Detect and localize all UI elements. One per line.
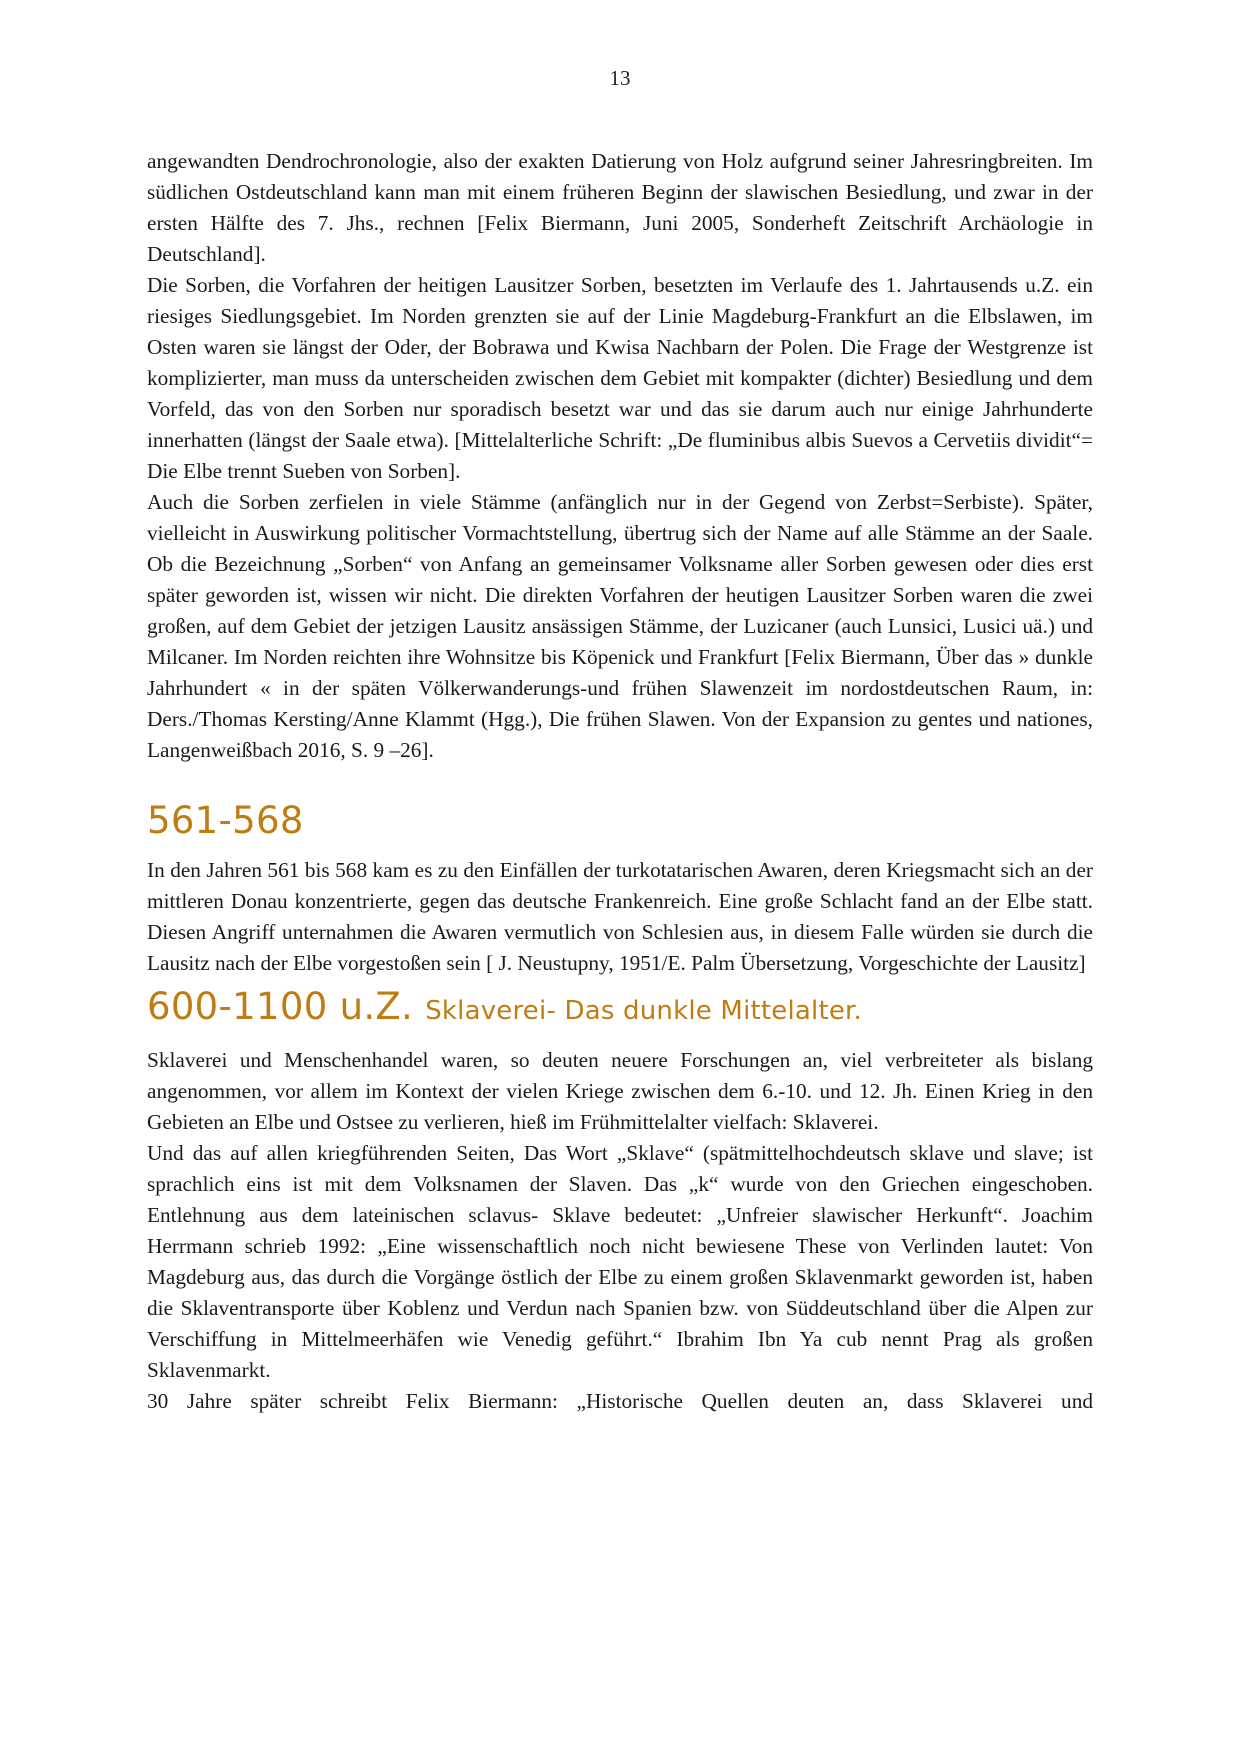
page-number: 13	[609, 66, 631, 90]
paragraph-dendrochronologie: angewandten Dendrochronologie, also der exakten Datierung von Holz aufgrund seiner Jahresringbreiten. Im südlichen Ostdeutschland kann man mit einem früheren Beginn der slawischen Besiedlung, und zwar in der ersten Hälfte des 7. Jhs., rechnen [Felix Biermann, Juni 2005, Sonderheft Zeitschrift Archäologie in Deutschland].	[147, 149, 1093, 266]
paragraph-wort-sklave: Und das auf allen kriegführenden Seiten, Das Wort „Sklave“ (spätmittelhochdeutsch sklave und slave; ist sprachlich eins ist mit dem Volksnamen der Slaven. Das „k“ wurde von den Griechen eingeschoben. Entlehnung aus dem lateinischen sclavus- Sklave bedeutet: „Unfreier slawischer Herkunft“. Joachim Herrmann schrieb 1992: „Eine wissenschaftlich noch nicht bewiesene These von Verlinden lautet: Von Magdeburg aus, das durch die Vorgänge östlich der Elbe zu einem großen Sklavenmarkt geworden ist, haben die Sklaventransporte über Koblenz und Verdun nach Spanien bzw. von Süddeutschland über die Alpen zur Verschiffung in Mittelmeerhäfen wie Venedig geführt.“ Ibrahim Ibn Ya cub nennt Prag als großen Sklavenmarkt.	[147, 1141, 1093, 1382]
section-heading-main: 600-1100 u.Z.	[147, 985, 414, 1028]
section-heading-600-1100	[147, 985, 1093, 1033]
paragraph-biermann: 30 Jahre später schreibt Felix Biermann: „Historische Quellen deuten an, dass Sklaverei und	[147, 1389, 1093, 1413]
paragraph-awaren: In den Jahren 561 bis 568 kam es zu den Einfällen der turkotatarischen Awaren, deren Kriegsmacht sich an der mittleren Donau konzentrierte, gegen das deutsche Frankenreich. Eine große Schlacht fand an der Elbe statt. Diesen Angriff unternahmen die Awaren vermutlich von Schlesien aus, in diesem Falle würden sie durch die Lausitz nach der Elbe vorgestoßen sein [ J. Neustupny, 1951/E. Palm Übersetzung, Vorgeschichte der Lausitz]	[147, 858, 1093, 975]
page-content	[147, 146, 1093, 1417]
section-heading-sub: Sklaverei- Das dunkle Mittelalter.	[425, 996, 863, 1026]
paragraph-sorben-staemme: Auch die Sorben zerfielen in viele Stämme (anfänglich nur in der Gegend von Zerbst=Serbiste). Später, vielleicht in Auswirkung politischer Vormachtstellung, übertrug sich der Name auf alle Stämme an der Saale. Ob die Bezeichnung „Sorben“ von Anfang an gemeinsamer Volksname aller Sorben gewesen oder dies erst später geworden ist, wissen wir nicht. Die direkten Vorfahren der heutigen Lausitzer Sorben waren die zwei großen, auf dem Gebiet der jetzigen Lausitz ansässigen Stämme, der Luzicaner (auch Lunsici, Lusici uä.) und Milcaner. Im Norden reichten ihre Wohnsitze bis Köpenick und Frankfurt [Felix Biermann, Über das » dunkle Jahrhundert « in der späten Völkerwanderungs-und frühen Slawenzeit im nordostdeutschen Raum, in: Ders./Thomas Kersting/Anne Klammt (Hgg.), Die frühen Slawen. Von der Expansion zu gentes und nationes, Langenweißbach 2016, S. 9 –26].	[147, 490, 1093, 762]
section-heading-561-568: 561-568	[147, 799, 304, 842]
paragraph-sklaverei: Sklaverei und Menschenhandel waren, so deuten neuere Forschungen an, viel verbreiteter als bislang angenommen, vor allem im Kontext der vielen Kriege zwischen dem 6.-10. und 12. Jh. Einen Krieg in den Gebieten an Elbe und Ostsee zu verlieren, hieß im Frühmittelalter vielfach: Sklaverei.	[147, 1048, 1093, 1134]
paragraph-sorben-siedlungsgebiet: Die Sorben, die Vorfahren der heitigen Lausitzer Sorben, besetzten im Verlaufe des 1. Jahrtausends u.Z. ein riesiges Siedlungsgebiet. Im Norden grenzten sie auf der Linie Magdeburg-Frankfurt an die Elbslawen, im Osten waren sie längst der Oder, der Bobrawa und Kwisa Nachbarn der Polen. Die Frage der Westgrenze ist komplizierter, man muss da unterscheiden zwischen dem Gebiet mit kompakter (dichter) Besiedlung und dem Vorfeld, das von den Sorben nur sporadisch besetzt war und das sie darum auch nur einige Jahrhunderte innerhatten (längst der Saale etwa). [Mittelalterliche Schrift: „De fluminibus albis Suevos a Cervetiis dividit“= Die Elbe trennt Sueben von Sorben].	[147, 273, 1093, 483]
